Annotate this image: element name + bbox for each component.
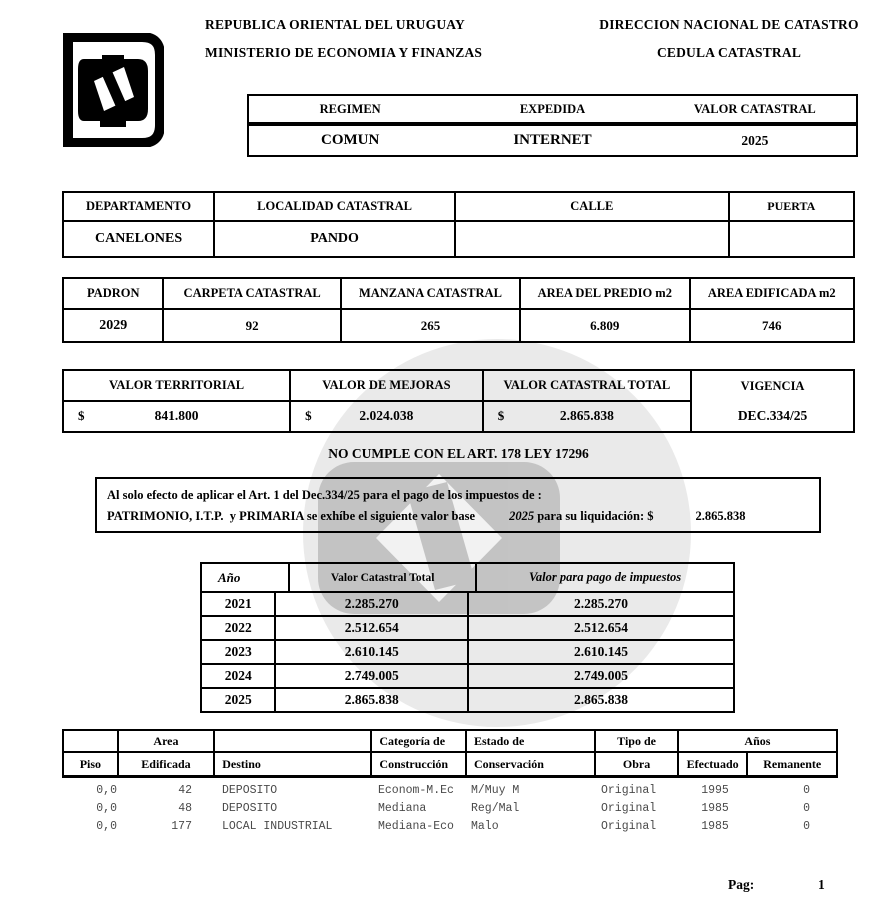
tax-note-amount: 2.865.838 — [695, 509, 746, 523]
construction-table-rows — [62, 782, 838, 836]
destino-header: Destino — [215, 753, 372, 775]
padron-value: 2029 — [64, 310, 164, 341]
notice-text: NO CUMPLE CON EL ART. 178 LEY 17296 — [328, 446, 589, 461]
area-predio-header: AREA DEL PREDIO m2 — [521, 279, 690, 308]
document-title: CEDULA CATASTRAL — [656, 45, 802, 60]
historic-row: 2024 2.749.005 2.749.005 — [202, 665, 733, 689]
anos-group-header: Años — [679, 731, 836, 753]
puerta-value — [730, 222, 853, 256]
regimen-table — [247, 94, 858, 157]
vigencia-header: VIGENCIA — [740, 378, 805, 393]
tax-note-box — [95, 477, 821, 533]
conservacion-header: Conservación — [467, 753, 596, 775]
area-group-header: Area — [119, 731, 216, 753]
construction-row: 0,0 42 DEPOSITO Econom-M.Ec M/Muy M Original 1995 0 — [96, 784, 810, 797]
departamento-header: DEPARTAMENTO — [64, 193, 215, 220]
org-title-line2: MINISTERIO DE ECONOMIA Y FINANZAS — [205, 45, 483, 60]
estado-header: Estado de — [467, 731, 596, 753]
blank-header — [215, 731, 372, 753]
page-number: 1 — [818, 877, 825, 892]
blank-header — [64, 731, 119, 753]
construction-row: 0,0 177 LOCAL INDUSTRIAL Mediana-Eco Malo Original 1985 0 — [96, 820, 810, 833]
efectuado-header: Efectuado — [679, 753, 749, 775]
page-label: Pag: — [728, 877, 755, 892]
expedida-header: EXPEDIDA — [519, 101, 586, 116]
dnc-logo-icon — [58, 33, 164, 147]
regimen-header: REGIMEN — [319, 101, 381, 116]
localidad-header: LOCALIDAD CATASTRAL — [215, 193, 456, 220]
edificada-header: Edificada — [119, 753, 215, 775]
valor-total-value: $ 2.865.838 — [484, 401, 692, 431]
piso-header: Piso — [64, 753, 119, 775]
currency-symbol: $ — [305, 408, 312, 423]
anio-header: Año — [202, 564, 290, 591]
org-title-line1: REPUBLICA ORIENTAL DEL URUGUAY — [205, 17, 465, 32]
obra-header: Obra — [596, 753, 679, 775]
construccion-header: Construcción — [372, 753, 467, 775]
area-predio-value: 6.809 — [521, 310, 690, 341]
expedida-value: INTERNET — [513, 132, 592, 148]
tax-note-suffix: para su liquidación: $ — [537, 509, 654, 523]
valor-catastral-total-header: Valor Catastral Total — [290, 564, 477, 591]
remanente-header: Remanente — [763, 756, 822, 771]
construction-row: 0,0 48 DEPOSITO Mediana Reg/Mal Original 1985 0 — [96, 802, 810, 815]
location-table — [62, 191, 855, 258]
padron-table — [62, 277, 855, 343]
regimen-value: COMUN — [321, 132, 380, 148]
departamento-value: CANELONES — [64, 222, 215, 256]
padron-header: PADRON — [64, 279, 164, 308]
historic-row: 2025 2.865.838 2.865.838 — [202, 689, 733, 711]
tipo-header: Tipo de — [596, 731, 679, 753]
valor-mejoras-header: VALOR DE MEJORAS — [291, 370, 484, 402]
valor-catastral-header: VALOR CATASTRAL — [693, 101, 816, 116]
tax-note-line2-text: PATRIMONIO, I.T.P. y PRIMARIA se exhíbe el siguiente valor base — [107, 509, 476, 523]
categoria-header: Categoría de — [372, 731, 467, 753]
carpeta-value: 92 — [164, 310, 341, 341]
valor-territorial-header: VALOR TERRITORIAL — [64, 370, 291, 402]
construction-table-header — [62, 729, 838, 778]
historic-row: 2023 2.610.145 2.610.145 — [202, 641, 733, 665]
calle-value — [456, 222, 730, 256]
tax-note-line2 — [107, 506, 809, 527]
agency-title: DIRECCION NACIONAL DE CATASTRO — [599, 17, 859, 32]
carpeta-header: CARPETA CATASTRAL — [164, 279, 341, 308]
tax-note-year: 2025 — [509, 509, 535, 523]
puerta-header: PUERTA — [767, 199, 816, 213]
calle-header: CALLE — [456, 193, 730, 220]
manzana-value: 265 — [342, 310, 521, 341]
valor-total-header: VALOR CATASTRAL TOTAL — [484, 370, 692, 402]
area-edificada-header: AREA EDIFICADA m2 — [707, 286, 836, 300]
historic-row: 2021 2.285.270 2.285.270 — [202, 593, 733, 617]
valor-catastral-value: 2025 — [741, 132, 769, 148]
vigencia-value: DEC.334/25 — [737, 408, 808, 423]
valores-table — [62, 369, 855, 433]
valor-territorial-value: $ 841.800 — [64, 401, 291, 431]
tax-note-line1: Al solo efecto de aplicar el Art. 1 del Dec.334/25 para el pago de los impuestos de : — [107, 488, 542, 502]
currency-symbol: $ — [497, 408, 505, 423]
area-edificada-value: 746 — [762, 317, 782, 333]
manzana-header: MANZANA CATASTRAL — [342, 279, 521, 308]
valor-pago-impuestos-header: Valor para pago de impuestos — [528, 570, 682, 584]
historic-values-table — [200, 562, 735, 713]
localidad-value: PANDO — [215, 222, 456, 256]
currency-symbol: $ — [78, 408, 85, 423]
historic-row: 2022 2.512.654 2.512.654 — [202, 617, 733, 641]
valor-mejoras-value: $ 2.024.038 — [291, 401, 484, 431]
